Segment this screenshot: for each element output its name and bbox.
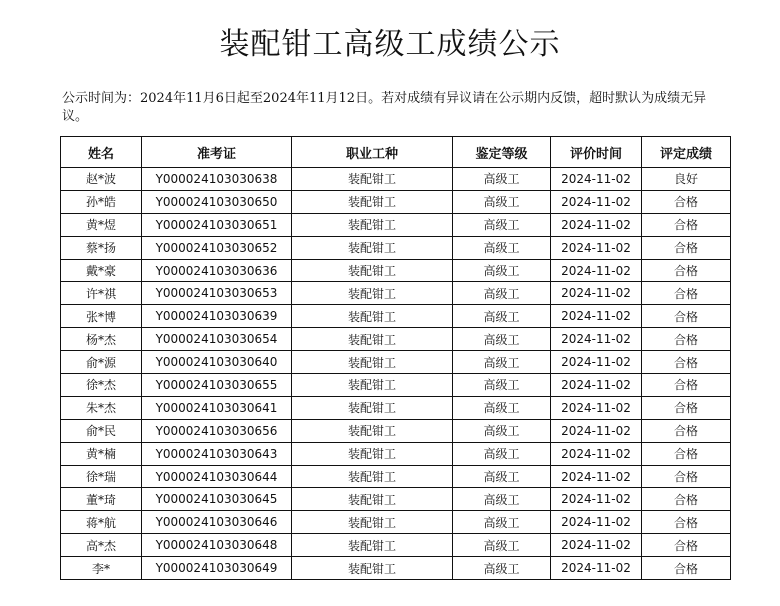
cell-result: 合格 xyxy=(642,534,731,557)
cell-occupation: 装配钳工 xyxy=(292,305,453,328)
table-row xyxy=(61,328,731,351)
cell-level: 高级工 xyxy=(453,190,551,213)
cell-level: 高级工 xyxy=(453,305,551,328)
table-row xyxy=(61,236,731,259)
cell-result: 合格 xyxy=(642,396,731,419)
table-row xyxy=(61,213,731,236)
cell-evaluation-date: 2024-11-02 xyxy=(551,557,642,580)
page-title: 装配钳工高级工成绩公示 xyxy=(219,27,561,62)
cell-name: 蒋*航 xyxy=(61,511,142,534)
cell-evaluation-date: 2024-11-02 xyxy=(551,419,642,442)
cell-level: 高级工 xyxy=(453,488,551,511)
cell-evaluation-date: 2024-11-02 xyxy=(551,236,642,259)
cell-admission-ticket: Y000024103030648 xyxy=(142,534,292,557)
header-evaluation-date: 评价时间 xyxy=(551,137,642,168)
cell-name: 俞*民 xyxy=(61,419,142,442)
cell-level: 高级工 xyxy=(453,465,551,488)
cell-occupation: 装配钳工 xyxy=(292,419,453,442)
cell-evaluation-date: 2024-11-02 xyxy=(551,305,642,328)
cell-evaluation-date: 2024-11-02 xyxy=(551,465,642,488)
cell-evaluation-date: 2024-11-02 xyxy=(551,190,642,213)
cell-occupation: 装配钳工 xyxy=(292,557,453,580)
cell-level: 高级工 xyxy=(453,282,551,305)
cell-name: 黄*楠 xyxy=(61,442,142,465)
cell-level: 高级工 xyxy=(453,213,551,236)
cell-admission-ticket: Y000024103030649 xyxy=(142,557,292,580)
cell-name: 董*琦 xyxy=(61,488,142,511)
cell-level: 高级工 xyxy=(453,419,551,442)
cell-result: 合格 xyxy=(642,236,731,259)
table-row xyxy=(61,282,731,305)
cell-level: 高级工 xyxy=(453,236,551,259)
cell-name: 许*祺 xyxy=(61,282,142,305)
cell-evaluation-date: 2024-11-02 xyxy=(551,213,642,236)
cell-admission-ticket: Y000024103030653 xyxy=(142,282,292,305)
cell-occupation: 装配钳工 xyxy=(292,511,453,534)
cell-name: 孙*皓 xyxy=(61,190,142,213)
cell-occupation: 装配钳工 xyxy=(292,282,453,305)
cell-evaluation-date: 2024-11-02 xyxy=(551,351,642,374)
cell-occupation: 装配钳工 xyxy=(292,259,453,282)
header-result: 评定成绩 xyxy=(642,137,731,168)
cell-evaluation-date: 2024-11-02 xyxy=(551,534,642,557)
table-row xyxy=(61,168,731,191)
table-row xyxy=(61,351,731,374)
cell-name: 张*博 xyxy=(61,305,142,328)
cell-evaluation-date: 2024-11-02 xyxy=(551,396,642,419)
cell-occupation: 装配钳工 xyxy=(292,351,453,374)
table-row xyxy=(61,442,731,465)
cell-name: 赵*波 xyxy=(61,168,142,191)
cell-admission-ticket: Y000024103030655 xyxy=(142,374,292,397)
cell-occupation: 装配钳工 xyxy=(292,168,453,191)
header-level: 鉴定等级 xyxy=(453,137,551,168)
cell-level: 高级工 xyxy=(453,534,551,557)
cell-level: 高级工 xyxy=(453,259,551,282)
cell-evaluation-date: 2024-11-02 xyxy=(551,374,642,397)
cell-result: 合格 xyxy=(642,442,731,465)
cell-admission-ticket: Y000024103030636 xyxy=(142,259,292,282)
results-table-container xyxy=(60,136,730,580)
cell-name: 李* xyxy=(61,557,142,580)
cell-occupation: 装配钳工 xyxy=(292,396,453,419)
cell-level: 高级工 xyxy=(453,168,551,191)
cell-level: 高级工 xyxy=(453,557,551,580)
cell-result: 合格 xyxy=(642,419,731,442)
table-row xyxy=(61,259,731,282)
cell-name: 俞*源 xyxy=(61,351,142,374)
cell-name: 高*杰 xyxy=(61,534,142,557)
cell-name: 徐*瑞 xyxy=(61,465,142,488)
results-table xyxy=(60,136,731,580)
cell-result: 合格 xyxy=(642,305,731,328)
cell-result: 合格 xyxy=(642,213,731,236)
table-row xyxy=(61,374,731,397)
cell-result: 合格 xyxy=(642,488,731,511)
cell-name: 徐*杰 xyxy=(61,374,142,397)
cell-result: 合格 xyxy=(642,374,731,397)
cell-occupation: 装配钳工 xyxy=(292,488,453,511)
table-row xyxy=(61,190,731,213)
cell-result: 合格 xyxy=(642,328,731,351)
cell-level: 高级工 xyxy=(453,328,551,351)
table-body xyxy=(61,168,731,580)
cell-admission-ticket: Y000024103030651 xyxy=(142,213,292,236)
cell-occupation: 装配钳工 xyxy=(292,236,453,259)
cell-result: 良好 xyxy=(642,168,731,191)
cell-evaluation-date: 2024-11-02 xyxy=(551,488,642,511)
cell-admission-ticket: Y000024103030638 xyxy=(142,168,292,191)
table-row xyxy=(61,557,731,580)
cell-level: 高级工 xyxy=(453,351,551,374)
cell-admission-ticket: Y000024103030639 xyxy=(142,305,292,328)
cell-admission-ticket: Y000024103030646 xyxy=(142,511,292,534)
cell-name: 朱*杰 xyxy=(61,396,142,419)
cell-result: 合格 xyxy=(642,465,731,488)
cell-evaluation-date: 2024-11-02 xyxy=(551,511,642,534)
cell-evaluation-date: 2024-11-02 xyxy=(551,168,642,191)
cell-name: 杨*杰 xyxy=(61,328,142,351)
cell-name: 蔡*扬 xyxy=(61,236,142,259)
table-row xyxy=(61,488,731,511)
cell-evaluation-date: 2024-11-02 xyxy=(551,282,642,305)
table-row xyxy=(61,305,731,328)
table-row xyxy=(61,419,731,442)
cell-occupation: 装配钳工 xyxy=(292,190,453,213)
cell-admission-ticket: Y000024103030652 xyxy=(142,236,292,259)
cell-name: 戴*豪 xyxy=(61,259,142,282)
cell-admission-ticket: Y000024103030640 xyxy=(142,351,292,374)
header-name: 姓名 xyxy=(61,137,142,168)
cell-admission-ticket: Y000024103030656 xyxy=(142,419,292,442)
cell-occupation: 装配钳工 xyxy=(292,534,453,557)
cell-evaluation-date: 2024-11-02 xyxy=(551,259,642,282)
cell-occupation: 装配钳工 xyxy=(292,213,453,236)
cell-level: 高级工 xyxy=(453,442,551,465)
cell-result: 合格 xyxy=(642,190,731,213)
table-row xyxy=(61,511,731,534)
table-row xyxy=(61,396,731,419)
cell-evaluation-date: 2024-11-02 xyxy=(551,442,642,465)
cell-name: 黄*煜 xyxy=(61,213,142,236)
cell-admission-ticket: Y000024103030645 xyxy=(142,488,292,511)
cell-occupation: 装配钳工 xyxy=(292,328,453,351)
publicity-notice: 公示时间为：2024年11月6日起至2024年11月12日。若对成绩有异议请在公示期内反馈，超时默认为成绩无异议。 xyxy=(62,91,707,124)
cell-level: 高级工 xyxy=(453,511,551,534)
header-row xyxy=(61,137,731,168)
cell-admission-ticket: Y000024103030644 xyxy=(142,465,292,488)
table-row xyxy=(61,534,731,557)
cell-result: 合格 xyxy=(642,259,731,282)
cell-result: 合格 xyxy=(642,511,731,534)
cell-admission-ticket: Y000024103030650 xyxy=(142,190,292,213)
cell-admission-ticket: Y000024103030643 xyxy=(142,442,292,465)
cell-occupation: 装配钳工 xyxy=(292,465,453,488)
cell-result: 合格 xyxy=(642,557,731,580)
cell-admission-ticket: Y000024103030654 xyxy=(142,328,292,351)
cell-evaluation-date: 2024-11-02 xyxy=(551,328,642,351)
header-admission-ticket: 准考证 xyxy=(142,137,292,168)
cell-level: 高级工 xyxy=(453,396,551,419)
cell-occupation: 装配钳工 xyxy=(292,442,453,465)
header-occupation: 职业工种 xyxy=(292,137,453,168)
cell-level: 高级工 xyxy=(453,374,551,397)
cell-result: 合格 xyxy=(642,282,731,305)
cell-admission-ticket: Y000024103030641 xyxy=(142,396,292,419)
table-header xyxy=(61,137,731,168)
cell-result: 合格 xyxy=(642,351,731,374)
table-row xyxy=(61,465,731,488)
cell-occupation: 装配钳工 xyxy=(292,374,453,397)
